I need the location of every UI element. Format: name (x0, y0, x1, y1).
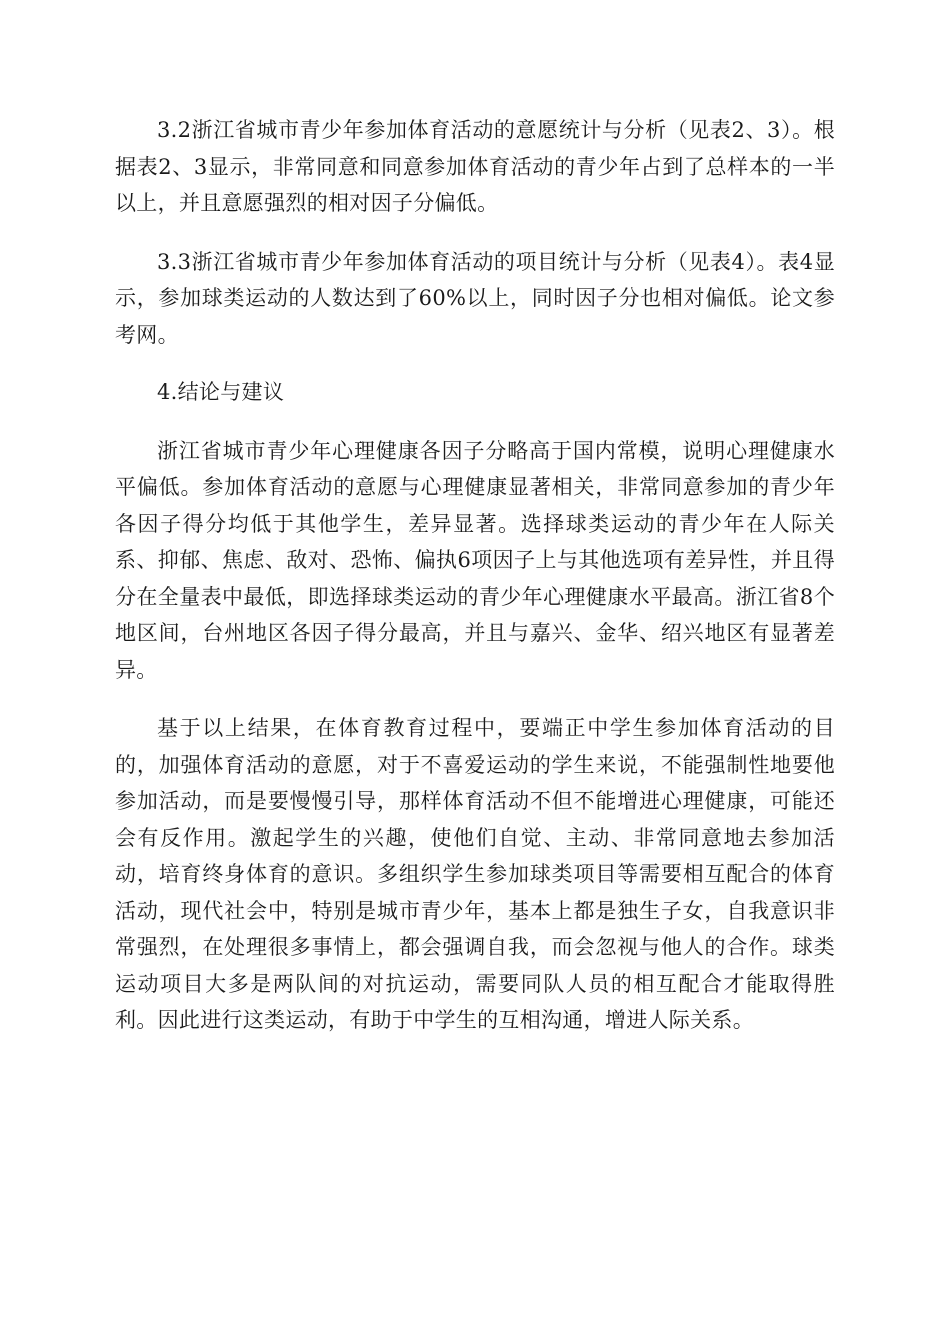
document-body (115, 112, 835, 1039)
paragraph-conclusion-findings: 浙江省城市青少年心理健康各因子分略高于国内常模，说明心理健康水平偏低。参加体育活动的意愿与心理健康显著相关，非常同意参加的青少年各因子得分均低于其他学生，差异显著。选择球类运动的青少年在人际关系、抑郁、焦虑、敌对、恐怖、偏执6项因子上与其他选项有差异性，并且得分在全量表中最低，即选择球类运动的青少年心理健康水平最高。浙江省8个地区间，台州地区各因子得分最高，并且与嘉兴、金华、绍兴地区有显著差异。 (115, 438, 835, 682)
paragraph-section-3-3: 3.3浙江省城市青少年参加体育活动的项目统计与分析（见表4）。表4显示，参加球类运动的人数达到了60%以上，同时因子分也相对偏低。论文参考网。 (115, 249, 835, 347)
paragraph-section-3-2: 3.2浙江省城市青少年参加体育活动的意愿统计与分析（见表2、3）。根据表2、3显示，非常同意和同意参加体育活动的青少年占到了总样本的一半以上，并且意愿强烈的相对因子分偏低。 (115, 118, 835, 215)
section-heading-conclusions: 4.结论与建议 (157, 380, 285, 404)
paragraph-recommendations: 基于以上结果，在体育教育过程中，要端正中学生参加体育活动的目的，加强体育活动的意愿，对于不喜爱运动的学生来说，不能强制性地要他参加活动，而是要慢慢引导，那样体育活动不但不能增进心理健康，可能还会有反作用。激起学生的兴趣，使他们自觉、主动、非常同意地去参加活动，培育终身体育的意识。多组织学生参加球类项目等需要相互配合的体育活动，现代社会中，特别是城市青少年，基本上都是独生子女，自我意识非常强烈，在处理很多事情上，都会强调自我，而会忽视与他人的合作。球类运动项目大多是两队间的对抗运动，需要同队人员的相互配合才能取得胜利。因此进行这类运动，有助于中学生的互相沟通，增进人际关系。 (115, 716, 835, 1032)
